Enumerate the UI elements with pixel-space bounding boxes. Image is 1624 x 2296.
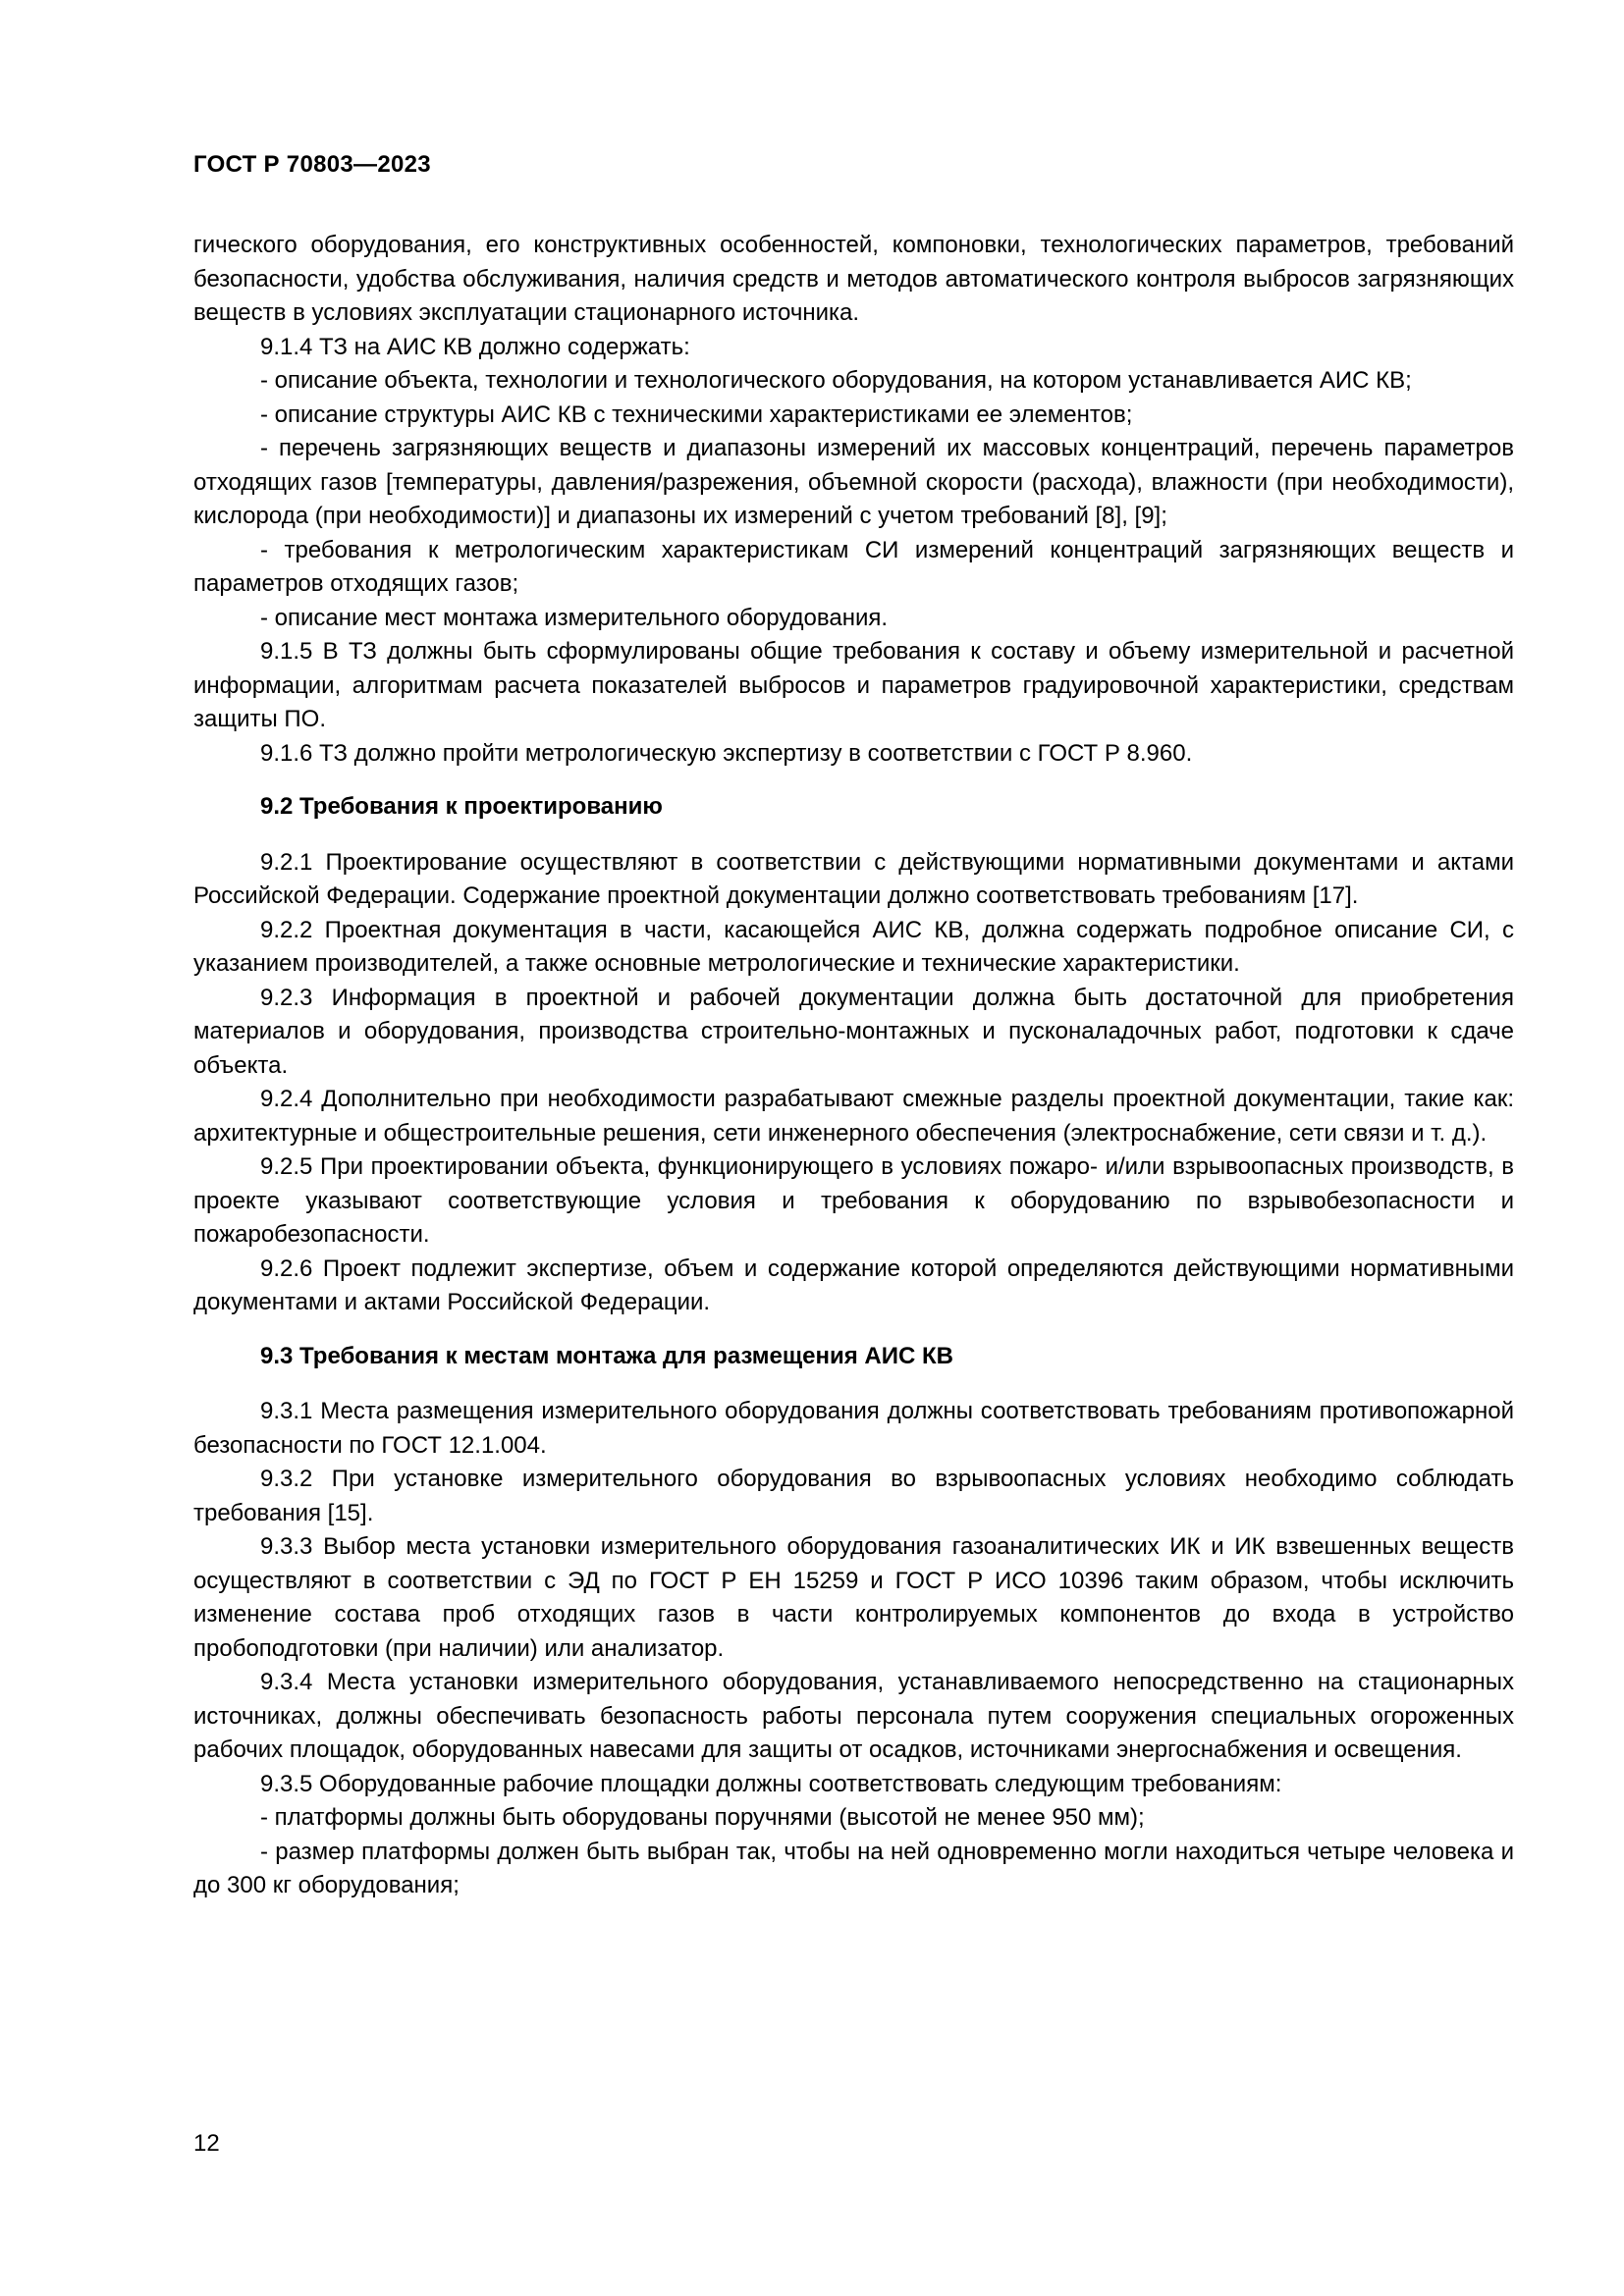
paragraph: 9.3.2 При установке измерительного оборудования во взрывоопасных условиях необходимо соблюдать требования [15]. <box>193 1466 1514 1526</box>
paragraph: 9.3.4 Места установки измерительного оборудования, устанавливаемого непосредственно на стационарных источниках, должны обеспечивать безопасность работы персонала путем сооружения специальных огороженных рабочих площадок, оборудованных навесами для защиты от осадков, источниками энергоснабжения и освещения. <box>193 1669 1514 1763</box>
paragraph: 9.2.5 При проектировании объекта, функционирующего в условиях пожаро- и/или взрывоопасных производств, в проекте указывают соответствующие условия и требования к оборудованию по взрывобезопасности и пожаробезопасности. <box>193 1153 1514 1248</box>
paragraph: 9.1.5 В ТЗ должны быть сформулированы общие требования к составу и объему измерительной и расчетной информации, алгоритмам расчета показателей выбросов и параметров градуировочной характеристики, средствам защиты ПО. <box>193 638 1514 732</box>
paragraph: гического оборудования, его конструктивных особенностей, компоновки, технологических параметров, требований безопасности, удобства обслуживания, наличия средств и методов автоматического контроля выбросов загрязняющих веществ в условиях эксплуатации стационарного источника. <box>193 232 1514 326</box>
list-item: - платформы должны быть оборудованы поручнями (высотой не менее 950 мм); <box>260 1804 1145 1831</box>
section-heading: 9.2 Требования к проектированию <box>260 793 663 820</box>
list-item: - размер платформы должен быть выбран так, чтобы на ней одновременно могли находиться четыре человека и до 300 кг оборудования; <box>193 1838 1514 1898</box>
section-heading: 9.3 Требования к местам монтажа для размещения АИС КВ <box>260 1342 953 1369</box>
paragraph: 9.3.1 Места размещения измерительного оборудования должны соответствовать требованиям противопожарной безопасности по ГОСТ 12.1.004. <box>193 1398 1514 1459</box>
paragraph: 9.2.2 Проектная документация в части, касающейся АИС КВ, должна содержать подробное описание СИ, с указанием производителей, а также основные метрологические и технические характеристики. <box>193 916 1514 977</box>
list-item: - перечень загрязняющих веществ и диапазоны измерений их массовых концентраций, перечень параметров отходящих газов [температуры, давления/разрежения, объемной скорости (расхода), влажности (при необходимости), кислорода (при необходимости)] и диапазоны их измерений с учетом требований [8], [9]; <box>193 435 1514 529</box>
list-item: - описание объекта, технологии и технологического оборудования, на котором устанавливается АИС КВ; <box>260 367 1412 394</box>
list-item: - описание структуры АИС КВ с техническими характеристиками ее элементов; <box>260 400 1133 428</box>
list-item: - требования к метрологическим характеристикам СИ измерений концентраций загрязняющих веществ и параметров отходящих газов; <box>193 536 1514 597</box>
document-body <box>193 229 1514 1903</box>
paragraph: 9.2.1 Проектирование осуществляют в соответствии с действующими нормативными документами и актами Российской Федерации. Содержание проектной документации должно соответствовать требованиям [17]. <box>193 848 1514 909</box>
paragraph: 9.2.3 Информация в проектной и рабочей документации должна быть достаточной для приобретения материалов и оборудования, производства строительно-монтажных и пусконаладочных работ, подготовки к сдаче объекта. <box>193 984 1514 1079</box>
page-number: 12 <box>193 2130 220 2157</box>
paragraph: 9.3.5 Оборудованные рабочие площадки должны соответствовать следующим требованиям: <box>260 1770 1282 1797</box>
document-header: ГОСТ Р 70803—2023 <box>193 151 431 178</box>
paragraph: 9.2.6 Проект подлежит экспертизе, объем и содержание которой определяются действующими нормативными документами и актами Российской Федерации. <box>193 1255 1514 1315</box>
paragraph: 9.3.3 Выбор места установки измерительного оборудования газоаналитических ИК и ИК взвешенных веществ осуществляют в соответствии с ЭД по ГОСТ Р ЕН 15259 и ГОСТ Р ИСО 10396 таким образом, чтобы исключить изменение состава проб отходящих газов в части контролируемых компонентов до входа в устройство пробоподготовки (при наличии) или анализатор. <box>193 1533 1514 1662</box>
paragraph: 9.1.4 ТЗ на АИС КВ должно содержать: <box>260 333 690 360</box>
paragraph: 9.1.6 ТЗ должно пройти метрологическую экспертизу в соответствии с ГОСТ Р 8.960. <box>260 739 1193 767</box>
paragraph: 9.2.4 Дополнительно при необходимости разрабатывают смежные разделы проектной документации, такие как: архитектурные и общестроительные решения, сети инженерного обеспечения (электроснабжение, сети связи и т. д.). <box>193 1086 1514 1147</box>
list-item: - описание мест монтажа измерительного оборудования. <box>260 604 889 631</box>
